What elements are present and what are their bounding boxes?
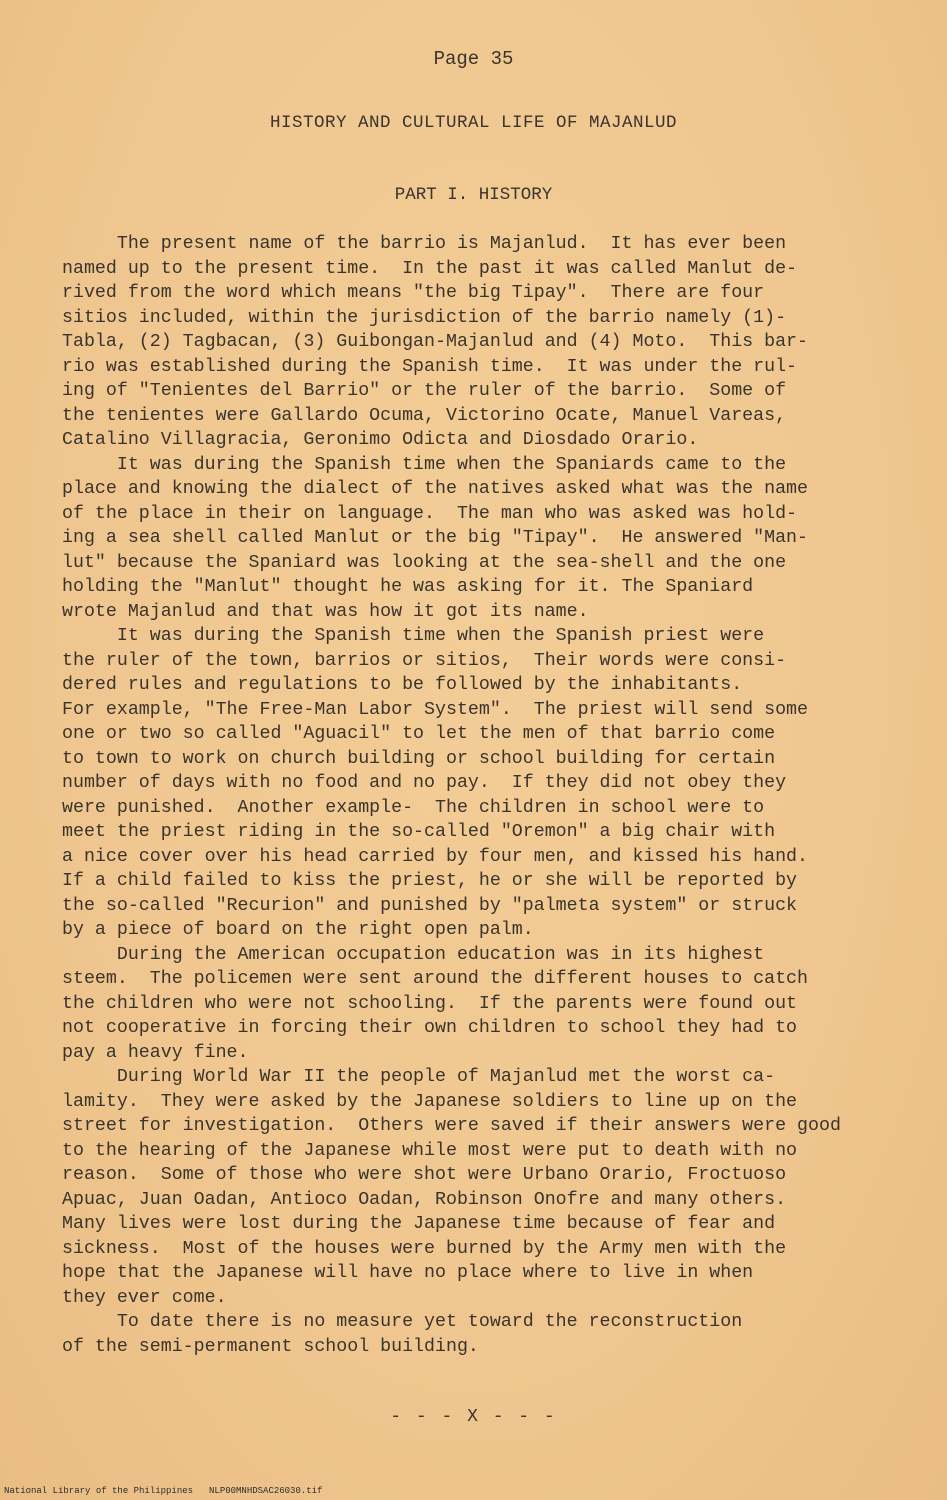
text-line: sickness. Most of the houses were burned by the Army men with the: [62, 1238, 787, 1259]
text-line: a nice cover over his head carried by four men, and kissed his hand.: [62, 846, 808, 867]
text-line: lut" because the Spaniard was looking at the sea-shell and the one: [62, 552, 787, 573]
text-line: hope that the Japanese will have no place where to live in when: [62, 1263, 754, 1283]
text-line: lamity. They were asked by the Japanese soldiers to line up on the: [62, 1091, 798, 1112]
text-line: holding the "Manlut" thought he was asking for it. The Spaniard: [62, 577, 754, 597]
text-line: During the American occupation education was in its highest: [62, 944, 765, 965]
part-heading: PART I. HISTORY: [394, 185, 553, 205]
text-line: Catalino Villagracia, Geronimo Odicta and Diosdado Orario.: [62, 430, 699, 450]
text-line: were punished. Another example- The children in school were to: [62, 797, 765, 818]
text-line: It was during the Spanish time when the Spaniards came to the: [62, 454, 787, 475]
text-line: street for investigation. Others were saved if their answers were good: [62, 1116, 841, 1136]
text-line: the so-called "Recurion" and punished by "palmeta system" or struck: [62, 895, 798, 916]
text-line: number of days with no food and no pay. If they did not obey they: [62, 773, 787, 793]
text-line: ing a sea shell called Manlut or the big "Tipay". He answered "Man-: [62, 528, 808, 548]
text-line: If a child failed to kiss the priest, he or she will be reported by: [62, 871, 798, 891]
text-line: During World War II the people of Majanlud met the worst ca-: [62, 1067, 776, 1087]
text-line: by a piece of board on the right open palm.: [62, 920, 534, 940]
text-line: one or two so called "Aguacil" to let the men of that barrio come: [62, 724, 776, 744]
text-line: they ever come.: [62, 1287, 227, 1308]
scan-footer: [4, 1486, 944, 1496]
text-line: not cooperative in forcing their own children to school they had to: [62, 1018, 798, 1038]
text-line: the ruler of the town, barrios or sitios, Their words were consi-: [62, 650, 787, 671]
text-line: rived from the word which means "the big Tipay". There are four: [62, 283, 765, 303]
text-line: place and knowing the dialect of the natives asked what was the name: [62, 479, 808, 499]
text-line: rio was established during the Spanish time. It was under the rul-: [62, 356, 798, 377]
text-line: sitios included, within the jurisdiction of the barrio namely (1)-: [62, 307, 787, 328]
text-line: meet the priest riding in the so-called "Oremon" a big chair with: [62, 822, 776, 842]
text-line: the children who were not schooling. If the parents were found out: [62, 993, 798, 1014]
text-line: the tenientes were Gallardo Ocuma, Victorino Ocate, Manuel Vareas,: [62, 405, 787, 426]
text-line: Many lives were lost during the Japanese time because of fear and: [62, 1214, 776, 1234]
text-line: pay a heavy fine.: [62, 1042, 249, 1063]
text-line: wrote Majanlud and that was how it got its name.: [62, 601, 589, 622]
text-line: dered rules and regulations to be followed by the inhabitants.: [62, 675, 743, 695]
text-line: The present name of the barrio is Majanlud. It has ever been: [62, 234, 787, 254]
page-number: Page 35: [433, 48, 514, 70]
text-line: to the hearing of the Japanese while most were put to death with no: [62, 1140, 798, 1161]
end-mark: - - - X - - -: [390, 1407, 557, 1427]
text-line: Tabla, (2) Tagbacan, (3) Guibongan-Majanlud and (4) Moto. This bar-: [62, 332, 808, 352]
text-line: Apuac, Juan Oadan, Antioco Oadan, Robinson Onofre and many others.: [62, 1189, 787, 1210]
text-line: For example, "The Free-Man Labor System". The priest will send some: [62, 699, 808, 720]
body-text: [62, 232, 892, 1359]
file-name: NLP00MNHDSAC26030.tif: [209, 1486, 323, 1496]
text-line: of the place in their on language. The man who was asked was hold-: [62, 503, 798, 524]
text-line: To date there is no measure yet toward the reconstruction: [62, 1312, 743, 1332]
text-line: reason. Some of those who were shot were Urbano Orario, Froctuoso: [62, 1165, 787, 1185]
document-title: HISTORY AND CULTURAL LIFE OF MAJANLUD: [269, 113, 678, 133]
library-credit: National Library of the Philippines: [4, 1486, 194, 1496]
text-line: to town to work on church building or school building for certain: [62, 748, 776, 769]
text-line: ing of "Tenientes del Barrio" or the ruler of the barrio. Some of: [62, 381, 787, 401]
text-line: steem. The policemen were sent around the different houses to catch: [62, 969, 808, 989]
text-line: It was during the Spanish time when the Spanish priest were: [62, 626, 765, 646]
text-line: of the semi-permanent school building.: [62, 1336, 479, 1357]
text-line: named up to the present time. In the past it was called Manlut de-: [62, 258, 798, 279]
